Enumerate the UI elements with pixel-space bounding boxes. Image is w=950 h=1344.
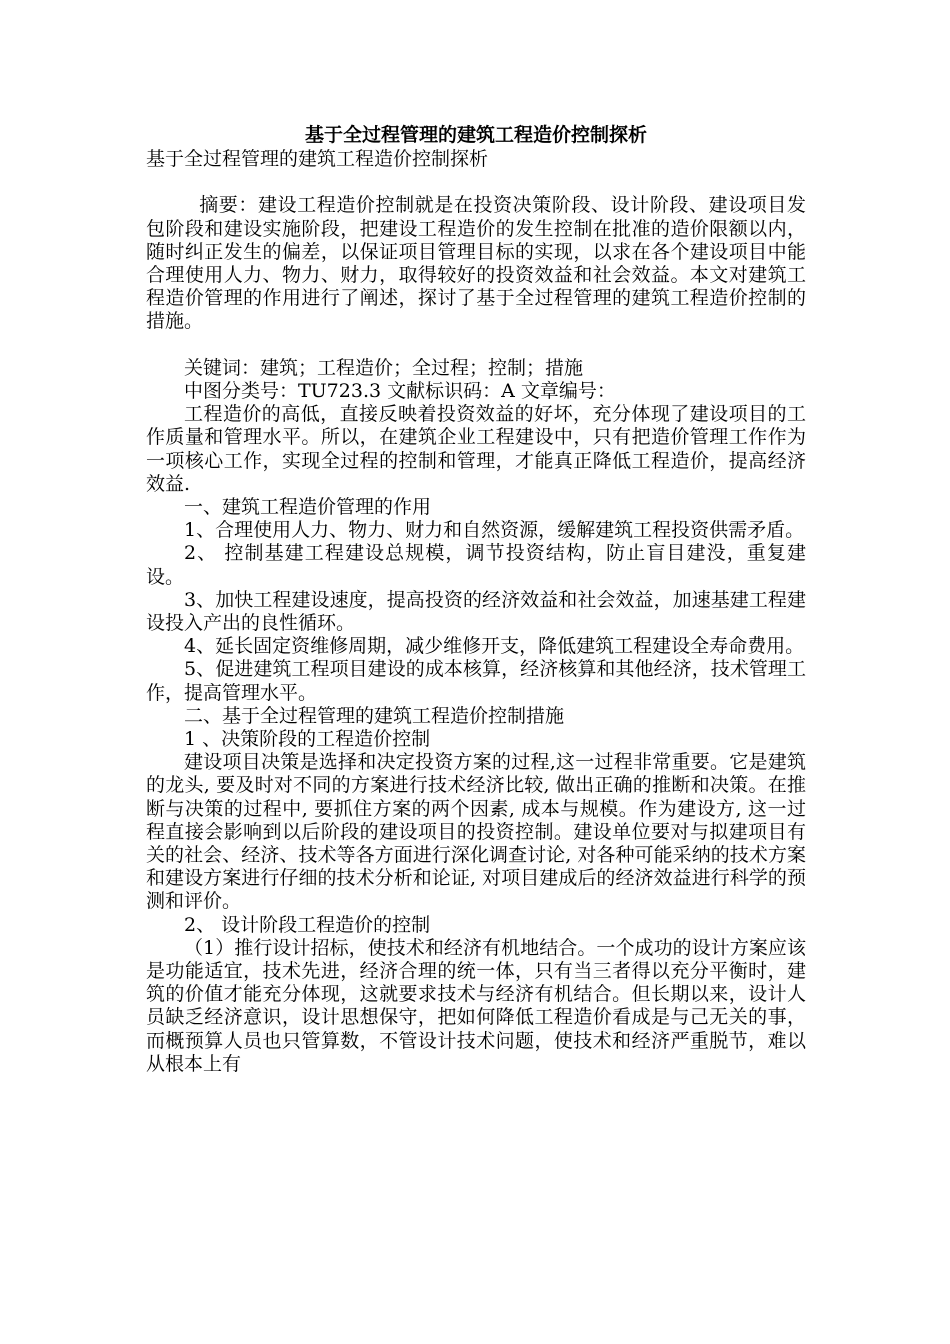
subsection2-paragraph: （1）推行设计招标，使技术和经济有机地结合。一个成功的设计方案应该是功能适宜，技术先进，经济合理的统一体，只有当三者得以充分平衡时，建筑的价值才能充分体现，这就要求技术与经济有机结合。但长期以来，设计人员缺乏经济意识，设计思想保守，把如何降低工程造价看成是与己无关的事，而概预算人员也只管算数，不管设计技术问题，使技术和经济严重脱节，难以从根本上有 [146, 936, 806, 1075]
section1-item-1: 1、合理使用人力、物力、财力和自然资源，缓解建筑工程投资供需矛盾。 [184, 519, 805, 542]
subsection2-heading: 2、 设计阶段工程造价的控制 [184, 913, 431, 936]
abstract-paragraph: 摘要：建设工程造价控制就是在投资决策阶段、设计阶段、建设项目发包阶段和建设实施阶段，把建设工程造价的发生控制在批准的造价限额以内，随时纠正发生的偏差，以保证项目管理目标的实现，以求在各个建设项目中能合理使用人力、物力、财力，取得较好的投资效益和社会效益。本文对建筑工程造价管理的作用进行了阐述，探讨了基于全过程管理的建筑工程造价控制的措施。 [146, 194, 806, 333]
subsection1-heading: 1 、决策阶段的工程造价控制 [184, 728, 431, 751]
section1-item-4: 4、延长固定资维修周期，减少维修开支，降低建筑工程建设全寿命费用。 [184, 635, 805, 658]
blank-line [146, 171, 806, 194]
classification-line: 中图分类号：TU723.3 文献标识码：A 文章编号： [184, 380, 616, 402]
document-title: 基于全过程管理的建筑工程造价控制探析 [304, 124, 647, 146]
document-page [146, 122, 806, 1076]
blank-line [146, 334, 806, 357]
document-subtitle: 基于全过程管理的建筑工程造价控制探析 [146, 148, 489, 170]
keywords-line: 关键词：建筑；工程造价；全过程；控制；措施 [184, 356, 584, 379]
subsection1-paragraph: 建设项目决策是选择和决定投资方案的过程,这一过程非常重要。它是建筑的龙头, 要及时对不同的方案进行技术经济比较, 做出正确的推断和决策。在推断与决策的过程中, 要抓住方案的两个因素, 成本与规模。作为建设方, 这一过程直接会影响到以后阶段的建设项目的投资控制。建设单位要对与拟建项目有关的社会、经济、技术等各方面进行深化调查讨论, 对各种可能采纳的技术方案和建设方案进行仔细的技术分析和论证, 对项目建成后的经济效益进行科学的预测和评价。 [146, 751, 806, 913]
intro-paragraph: 工程造价的高低，直接反映着投资效益的好坏，充分体现了建设项目的工作质量和管理水平。所以，在建筑企业工程建设中，只有把造价管理工作作为一项核心工作，实现全过程的控制和管理，才能真正降低工程造价，提高经济效益. [146, 403, 806, 495]
section1-item-5: 5、促进建筑工程项目建设的成本核算，经济核算和其他经济，技术管理工作，提高管理水平。 [146, 658, 806, 704]
section1-item-3: 3、加快工程建设速度，提高投资的经济效益和社会效益，加速基建工程建设投入产出的良性循环。 [146, 588, 806, 635]
section1-item-2: 2、 控制基建工程建设总规模，调节投资结构，防止盲目建没，重复建设。 [146, 542, 806, 588]
section1-heading: 一、建筑工程造价管理的作用 [184, 496, 432, 519]
section2-heading: 二、基于全过程管理的建筑工程造价控制措施 [184, 704, 565, 727]
